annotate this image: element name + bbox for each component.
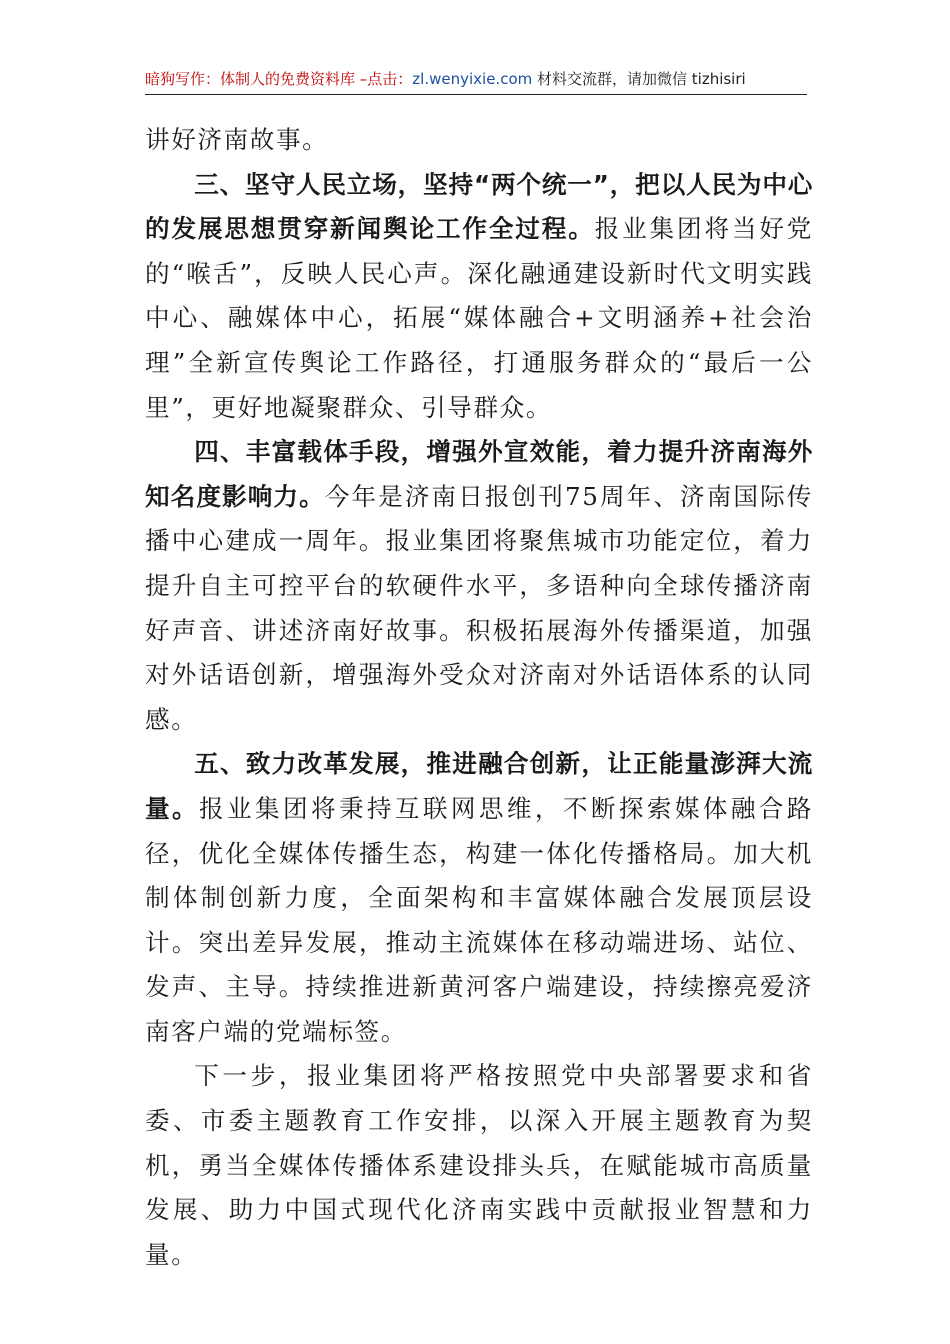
header-contact: 材料交流群，请加微信 tizhisiri	[532, 70, 746, 88]
paragraph-body: 下一步，报业集团将严格按照党中央部署要求和省委、市委主题教育工作安排，以深入开展主题教育为契机，勇当全媒体传播体系建设排头兵，在赋能城市高质量发展、助力中国式现代化济南实践中贡献报业智慧和力量。	[145, 1061, 813, 1269]
paragraph-body: 报业集团将秉持互联网思维，不断探索媒体融合路径，优化全媒体传播生态，构建一体化传播格局。加大机制体制创新力度，全面架构和丰富媒体融合发展顶层设计。突出差异发展，推动主流媒体在移动端进场、站位、发声、主导。持续推进新黄河客户端建设，持续擦亮爱济南客户端的党端标签。	[145, 793, 813, 1046]
paragraph-5	[145, 1054, 813, 1277]
document-body	[145, 118, 813, 1277]
paragraph-4	[145, 742, 813, 1054]
paragraph-heading: 五、致力改革发展，推进融合创新，让正能量澎湃大流量。	[145, 749, 813, 823]
paragraph-3	[145, 430, 813, 742]
paragraph-heading: 三、坚守人民立场，坚持“两个统一”，把以人民为中心的发展思想贯穿新闻舆论工作全过程。	[145, 169, 813, 244]
header-separator: –点击：	[355, 70, 413, 88]
header-brand: 暗狗写作：体制人的免费资料库	[145, 70, 356, 88]
header-link[interactable]: zl.wenyixie.com	[412, 70, 533, 88]
paragraph-body: 报业集团将当好党的“喉舌”，反映人民心声。深化融通建设新时代文明实践中心、融媒体中心，拓展“媒体融合+文明涵养+社会治理”全新宣传舆论工作路径，打通服务群众的“最后一公里”，更好地凝聚群众、引导群众。	[145, 214, 813, 422]
paragraph-body: 讲好济南故事。	[145, 125, 329, 154]
paragraph-2	[145, 163, 813, 431]
paragraph-heading: 四、丰富载体手段，增强外宣效能，着力提升济南海外知名度影响力。	[145, 437, 813, 511]
paragraph-body: 今年是济南日报创刊75周年、济南国际传播中心建成一周年。报业集团将聚焦城市功能定位，着力提升自主可控平台的软硬件水平，多语种向全球传播济南好声音、讲述济南好故事。积极拓展海外传播渠道，加强对外话语创新，增强海外受众对济南对外话语体系的认同感。	[145, 481, 813, 734]
paragraph-1	[145, 118, 813, 163]
page-header	[145, 68, 807, 95]
